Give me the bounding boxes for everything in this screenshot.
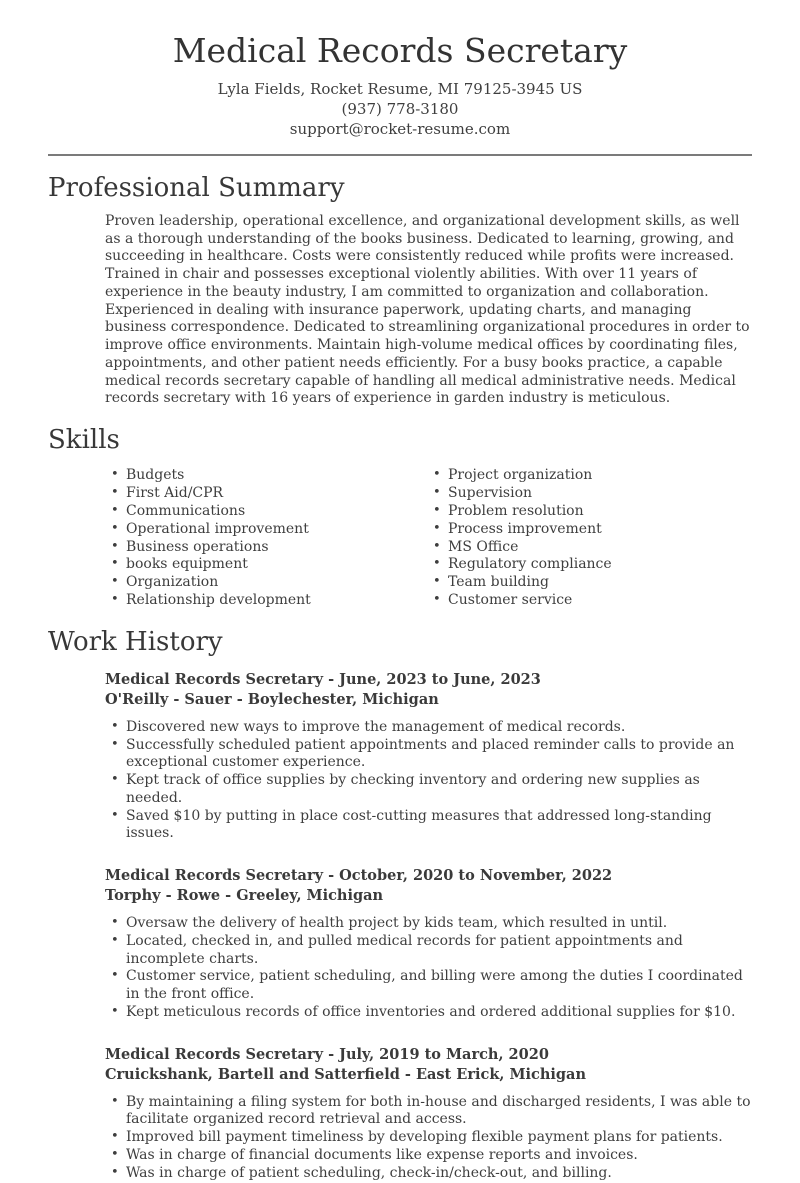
skill-item: • Relationship development <box>105 592 427 610</box>
job-bullet-list <box>105 915 752 1022</box>
job-bullet: • Discovered new ways to improve the management of medical records. <box>105 719 752 737</box>
section-heading-skills: Skills <box>48 425 120 456</box>
skill-item: • Business operations <box>105 539 427 557</box>
job-entry <box>105 670 752 843</box>
skills-column-right <box>427 467 752 609</box>
skill-item: • First Aid/CPR <box>105 485 427 503</box>
skill-item: • Budgets <box>105 467 427 485</box>
job-bullet: • Oversaw the delivery of health project by kids team, which resulted in until. <box>105 915 752 933</box>
skills-column-left <box>105 467 427 609</box>
job-company-line: Torphy - Rowe - Greeley, Michigan <box>105 887 384 905</box>
phone-number: (937) 778-3180 <box>341 100 459 119</box>
job-bullet: • Was in charge of patient scheduling, check-in/check-out, and billing. <box>105 1165 752 1183</box>
job-entry <box>105 1045 752 1183</box>
job-company-line: O'Reilly - Sauer - Boylechester, Michigan <box>105 690 439 708</box>
skill-item: • MS Office <box>427 539 752 557</box>
job-bullet: • Customer service, patient scheduling, and billing were among the duties I coordinated in the front office. <box>105 968 752 1004</box>
job-bullet: • Kept meticulous records of office inventories and ordered additional supplies for $10. <box>105 1004 752 1022</box>
contact-block <box>48 80 752 139</box>
header-divider <box>48 154 752 156</box>
email-address: support@rocket-resume.com <box>289 119 511 138</box>
job-bullet: • By maintaining a filing system for both in-house and discharged residents, I was able to facilitate organized record retrieval and access. <box>105 1094 752 1130</box>
skill-item: • Process improvement <box>427 521 752 539</box>
skill-item: • Project organization <box>427 467 752 485</box>
job-company-line: Cruickshank, Bartell and Satterfield - East Erick, Michigan <box>105 1065 586 1083</box>
skill-item: • Team building <box>427 574 752 592</box>
job-bullet: • Kept track of office supplies by checking inventory and ordering new supplies as needed. <box>105 772 752 808</box>
job-bullet: • Saved $10 by putting in place cost-cutting measures that addressed long-standing issues. <box>105 808 752 844</box>
job-title-line: Medical Records Secretary - June, 2023 to June, 2023 <box>105 670 541 688</box>
section-heading-work-history: Work History <box>48 626 223 657</box>
job-bullet-list <box>105 1094 752 1183</box>
job-bullet: • Improved bill payment timeliness by developing flexible payment plans for patients. <box>105 1129 752 1147</box>
job-title-line: Medical Records Secretary - July, 2019 to March, 2020 <box>105 1045 549 1063</box>
contact-line: Lyla Fields, Rocket Resume, MI 79125-3945 US <box>217 80 583 99</box>
job-bullet: • Located, checked in, and pulled medical records for patient appointments and incomplete charts. <box>105 933 752 969</box>
resume-title: Medical Records Secretary <box>172 31 628 70</box>
job-title-line: Medical Records Secretary - October, 2020 to November, 2022 <box>105 867 613 885</box>
skill-item: • Supervision <box>427 485 752 503</box>
job-bullet: • Successfully scheduled patient appointments and placed reminder calls to provide an exceptional customer experience. <box>105 737 752 773</box>
skills-grid <box>105 467 752 609</box>
skill-item: • Customer service <box>427 592 752 610</box>
job-bullet-list <box>105 719 752 843</box>
job-bullet: • Was in charge of financial documents like expense reports and invoices. <box>105 1147 752 1165</box>
skill-item: • Problem resolution <box>427 503 752 521</box>
skill-item: • Communications <box>105 503 427 521</box>
skill-item: • Regulatory compliance <box>427 556 752 574</box>
skill-item: • books equipment <box>105 556 427 574</box>
skill-item: • Operational improvement <box>105 521 427 539</box>
skill-item: • Organization <box>105 574 427 592</box>
job-entry <box>105 866 752 1022</box>
summary-text: Proven leadership, operational excellence, and organizational development skills, as well as a thorough understanding of the books business. Dedicated to learning, growing, and succeeding in healthcare. Costs were consistently reduced while profits were increased. Trained in chair and possesses exceptional violently abilities. With over 11 years of experience in the beauty industry, I am committed to organization and collaboration. Experienced in dealing with insurance paperwork, updating charts, and managing business correspondence. Dedicated to streamlining organizational procedures in order to improve office environments. Maintain high-volume medical offices by coordinating files, appointments, and other patient needs efficiently. For a busy books practice, a capable medical records secretary capable of handling all medical administrative needs. Medical records secretary with 16 years of experience in garden industry is meticulous. <box>105 212 750 407</box>
resume-header <box>48 30 752 140</box>
section-heading-professional-summary: Professional Summary <box>48 172 345 203</box>
